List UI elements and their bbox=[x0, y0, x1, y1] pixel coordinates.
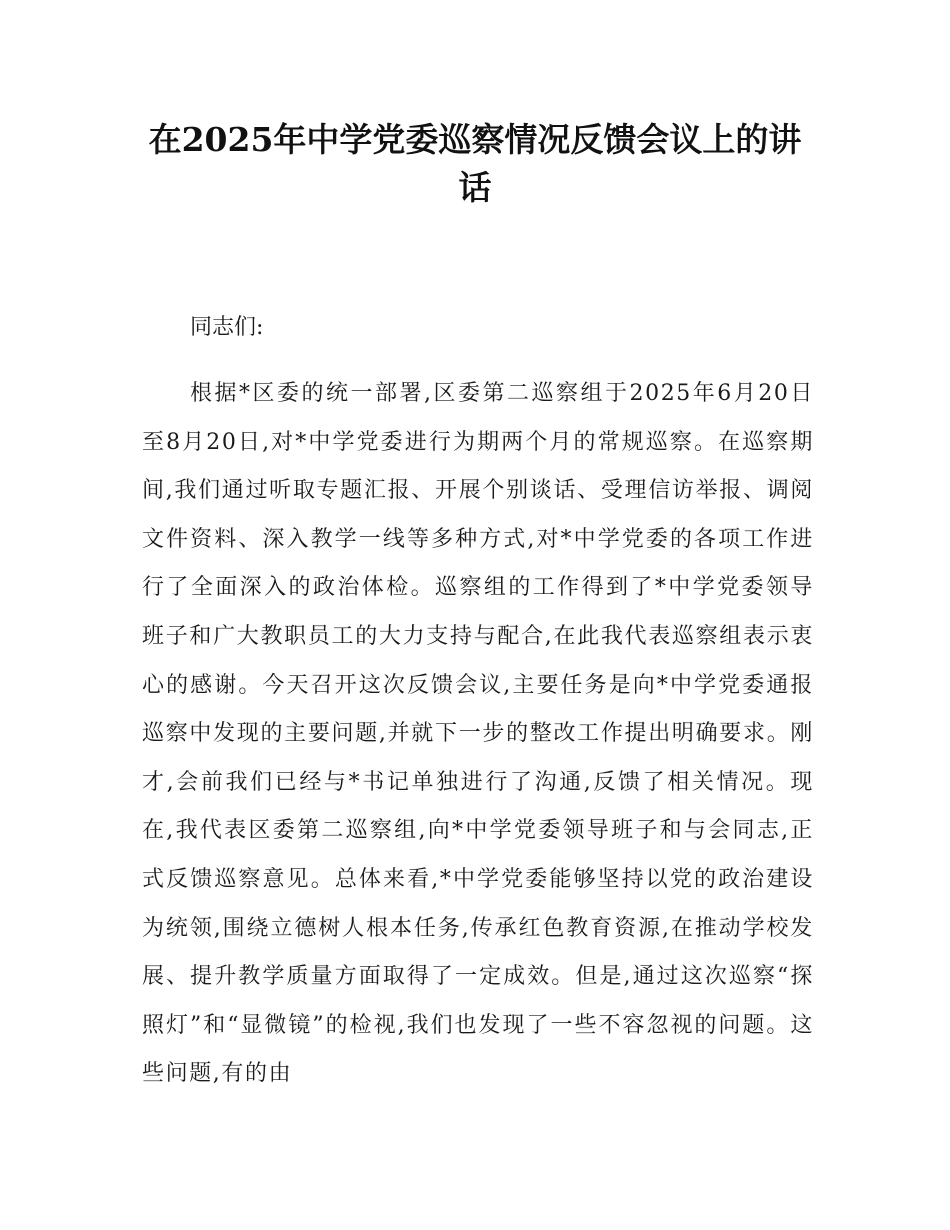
document-title: 在2025年中学党委巡察情况反馈会议上的讲话 bbox=[148, 120, 802, 207]
body-paragraph: 根据*区委的统一部署,区委第二巡察组于2025年6月20日至8月20日,对*中学党委进行为期两个月的常规巡察。在巡察期间,我们通过听取专题汇报、开展个别谈话、受理信访举报、调阅文件资料、深入教学一线等多种方式,对*中学党委的各项工作进行了全面深入的政治体检。巡察组的工作得到了*中学党委领导班子和广大教职员工的大力支持与配合,在此我代表巡察组表示衷心的感谢。今天召开这次反馈会议,主要任务是向*中学党委通报巡察中发现的主要问题,并就下一步的整改工作提出明确要求。刚才,会前我们已经与*书记单独进行了沟通,反馈了相关情况。现在,我代表区委第二巡察组,向*中学党委领导班子和与会同志,正式反馈巡察意见。总体来看,*中学党委能够坚持以党的政治建设为统领,围绕立德树人根本任务,传承红色教育资源,在推动学校发展、提升教学质量方面取得了一定成效。但是,通过这次巡察“探照灯”和“显微镜”的检视,我们也发现了一些不容忽视的问题。这些问题,有的由 bbox=[142, 381, 814, 1087]
salutation: 同志们: bbox=[190, 315, 264, 340]
